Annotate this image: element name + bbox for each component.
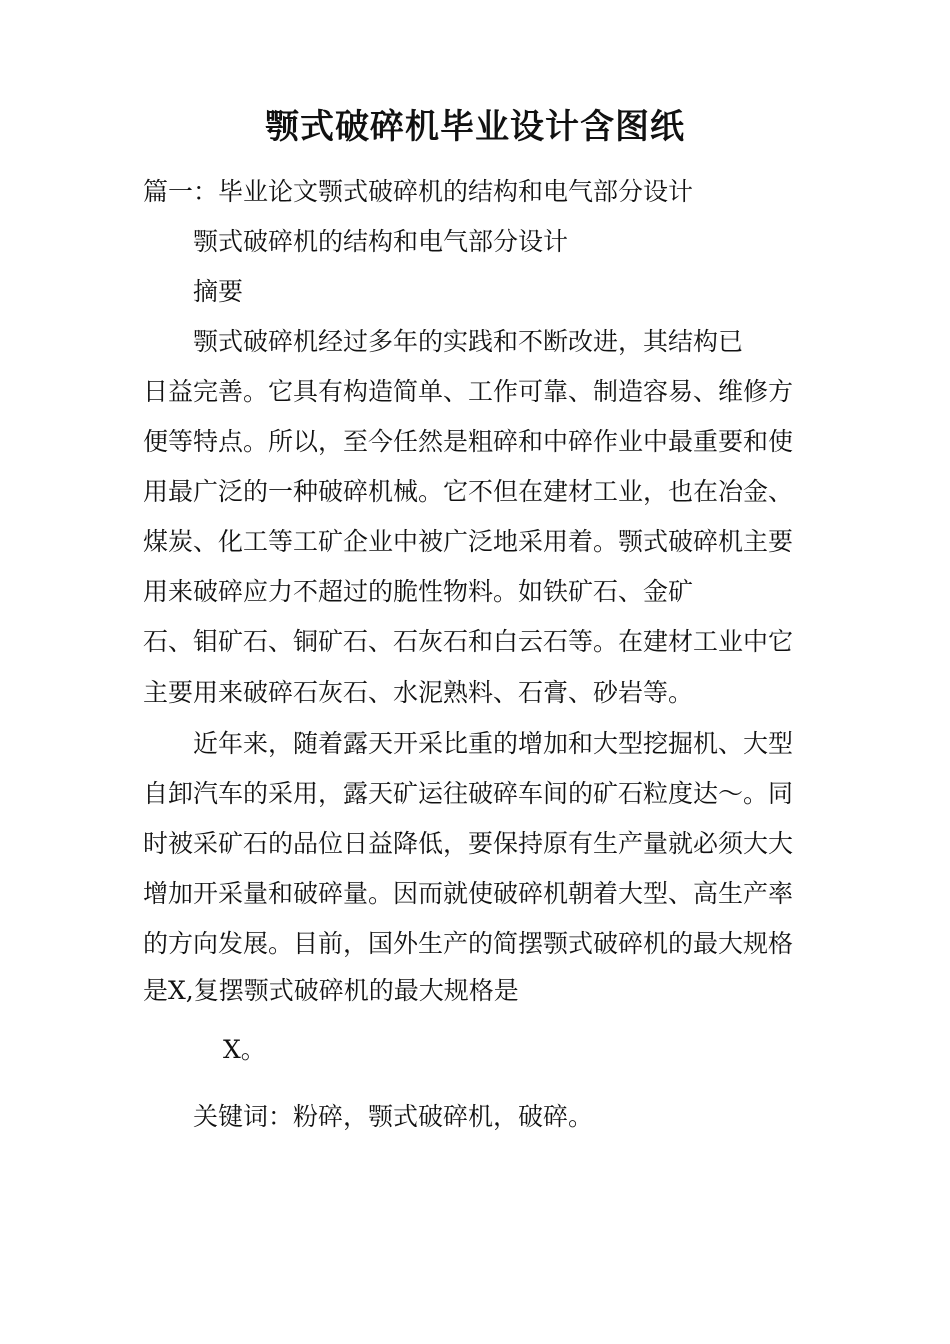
paper-title: 颚式破碎机的结构和电气部分设计 [193,227,569,256]
paragraph-line: 便等特点。所以，至今任然是粗碎和中碎作业中最重要和使 [143,427,794,456]
paragraph-line: 用最广泛的一种破碎机械。它不但在建材工业，也在冶金、 [143,477,794,506]
paragraph-line: 是X,复摆颚式破碎机的最大规格是 [143,976,519,1005]
paragraph-line: 时被采矿石的品位日益降低，要保持原有生产量就必须大大 [143,829,794,858]
paragraph-line: X。 [223,1035,266,1064]
section-heading: 篇一：毕业论文颚式破碎机的结构和电气部分设计 [143,177,694,206]
paragraph-line: 用来破碎应力不超过的脆性物料。如铁矿石、金矿 [143,577,694,606]
paragraph-line: 自卸汽车的采用，露天矿运往破碎车间的矿石粒度达〜。同 [143,779,794,808]
document-title: 颚式破碎机毕业设计含图纸 [265,107,685,147]
paragraph-line: 石、钼矿石、铜矿石、石灰石和白云石等。在建材工业中它 [143,627,794,656]
paragraph-line: 颚式破碎机经过多年的实践和不断改进，其结构已 [193,327,744,356]
paragraph-line: 煤炭、化工等工矿企业中被广泛地采用着。颚式破碎机主要 [143,527,794,556]
paragraph-line: 增加开采量和破碎量。因而就使破碎机朝着大型、高生产率 [143,879,794,908]
paragraph-line: 的方向发展。目前，国外生产的简摆颚式破碎机的最大规格 [143,929,794,958]
keywords-line: 关键词：粉碎，颚式破碎机，破碎。 [193,1102,594,1131]
abstract-heading: 摘要 [193,277,244,306]
paragraph-line: 近年来，随着露天开采比重的增加和大型挖掘机、大型 [193,729,794,758]
paragraph-line: 日益完善。它具有构造简单、工作可靠、制造容易、维修方 [143,377,794,406]
paragraph-line: 主要用来破碎石灰石、水泥熟料、石膏、砂岩等。 [143,678,694,707]
